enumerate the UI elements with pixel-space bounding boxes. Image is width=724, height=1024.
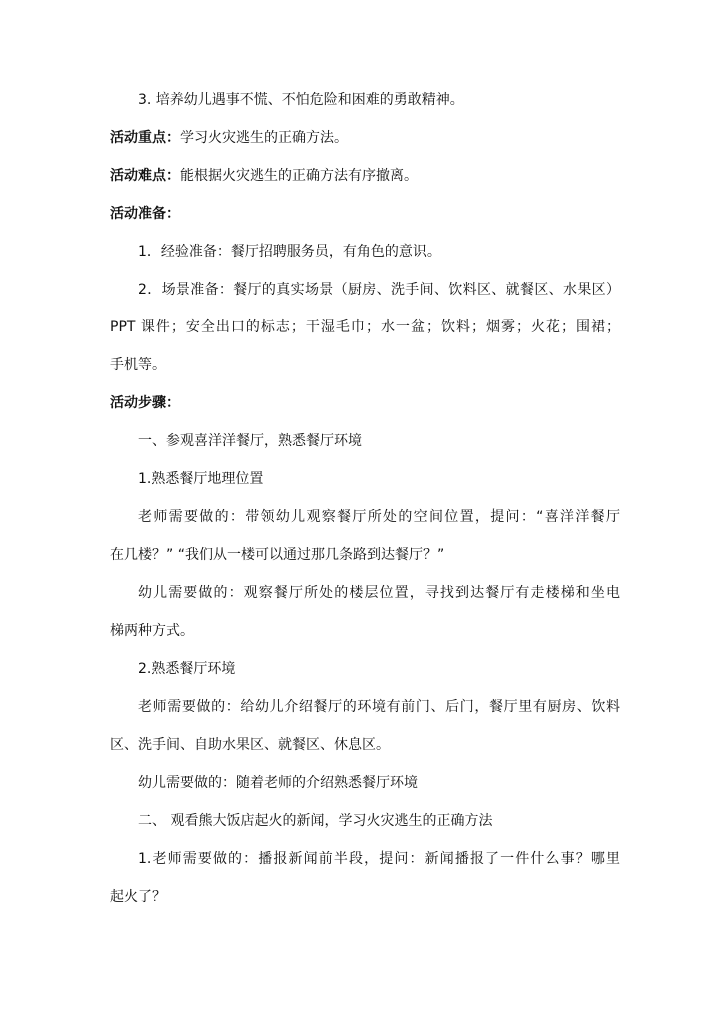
- sub-2-title: 2.熟悉餐厅环境: [138, 661, 236, 677]
- sub-2-teacher-line-1: 老师需要做的：给幼儿介绍餐厅的环境有前门、后门，餐厅里有厨房、饮料: [138, 699, 620, 715]
- difficult-point-text: 能根据火灾逃生的正确方法有序撤离。: [180, 168, 418, 184]
- sub-1-child-line-2: 梯两种方式。: [110, 623, 194, 639]
- key-point-label: 活动重点：: [110, 130, 180, 146]
- sub-1-teacher-line-2: 在几楼？” “我们从一楼可以通过那几条路到达餐厅？”: [110, 547, 445, 563]
- preparation-item-2-line-3: 手机等。: [110, 357, 166, 373]
- steps-heading: 活动步骤：: [110, 395, 180, 411]
- part-1-title: 一、参观喜洋洋餐厅，熟悉餐厅环境: [138, 433, 362, 449]
- sub-1-title: 1.熟悉餐厅地理位置: [138, 471, 264, 487]
- sub-1-child-line-1: 幼儿需要做的：观察餐厅所处的楼层位置，寻找到达餐厅有走楼梯和坐电: [138, 585, 620, 601]
- sub-2-teacher-line-2: 区、洗手间、自助水果区、就餐区、休息区。: [110, 737, 390, 753]
- part-2-title: 二、 观看熊大饭店起火的新闻，学习火灾逃生的正确方法: [138, 813, 493, 829]
- part-2-item-1-line-1: 1.老师需要做的：播报新闻前半段，提问：新闻播报了一件什么事？哪里: [138, 851, 620, 867]
- key-point-text: 学习火灾逃生的正确方法。: [180, 130, 348, 146]
- difficult-point-paragraph: [110, 167, 620, 185]
- preparation-item-2-line-2: PPT 课件；安全出口的标志；干湿毛巾；水一盆；饮料；烟雾；火花；围裙；: [110, 319, 620, 335]
- sub-1-teacher-line-1: 老师需要做的：带领幼儿观察餐厅所处的空间位置，提问：“喜洋洋餐厅: [138, 509, 620, 525]
- part-2-item-1-line-2: 起火了？: [110, 889, 166, 905]
- preparation-heading: 活动准备：: [110, 206, 180, 222]
- sub-2-child: 幼儿需要做的：随着老师的介绍熟悉餐厅环境: [138, 775, 418, 791]
- key-point-paragraph: [110, 129, 620, 147]
- preparation-item-1: 1．经验准备：餐厅招聘服务员，有角色的意识。: [138, 244, 441, 260]
- goal-3-text: 3. 培养幼儿遇事不慌、不怕危险和困难的勇敢精神。: [138, 92, 464, 108]
- difficult-point-label: 活动难点：: [110, 168, 180, 184]
- preparation-item-2-line-1: 2．场景准备：餐厅的真实场景（厨房、洗手间、饮料区、就餐区、水果区）: [138, 282, 620, 298]
